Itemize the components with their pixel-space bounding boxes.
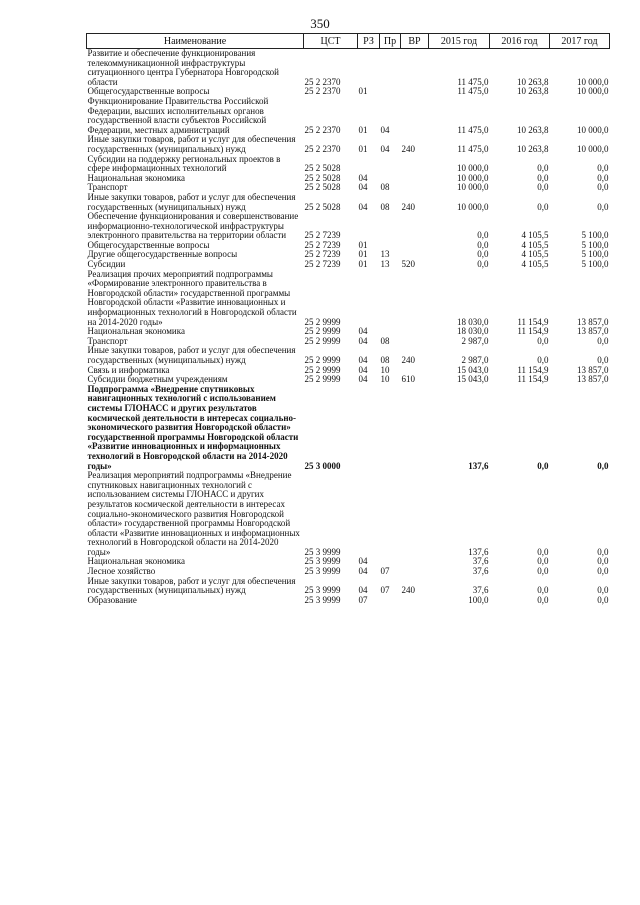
table-row xyxy=(87,212,610,241)
row-2017: 0,0 xyxy=(597,460,609,471)
row-2017: 0,0 xyxy=(597,355,609,365)
row-2016: 10 263,8 xyxy=(517,76,549,87)
row-rz: 04 xyxy=(358,201,368,212)
row-vr: 240 xyxy=(401,585,415,596)
row-name: Транспорт xyxy=(87,182,128,193)
row-2015: 15 043,0 xyxy=(457,364,489,375)
row-name: Связь и информатика xyxy=(87,364,170,375)
row-pr xyxy=(380,270,401,328)
row-vr xyxy=(401,155,429,174)
row-pr xyxy=(380,596,401,606)
row-2015: 10 000,0 xyxy=(457,201,489,212)
row-vr xyxy=(401,385,429,471)
row-rz xyxy=(358,385,380,471)
row-rz: 01 xyxy=(358,124,368,135)
row-2015: 37,6 xyxy=(472,556,489,567)
row-2016: 0,0 xyxy=(537,566,549,577)
row-name: Национальная экономика xyxy=(87,172,185,183)
row-name: Иные закупки товаров, работ и услуг для обеспечения государственных (муниципальных) нужд xyxy=(87,345,296,365)
row-2016: 0,0 xyxy=(537,355,549,365)
row-vr xyxy=(401,337,429,347)
row-vr xyxy=(401,270,429,328)
row-name: Реализация мероприятий подпрограммы «Внедрение спутниковых навигационных технологий с использованием системы ГЛОНАСС и других результатов космической деятельности в интересах социально-экономического развития Новгородской области» государственной программы Новгородской области «Развитие инновационных и информационных технологий в Новгородской области на 2014-2020 годы» xyxy=(87,470,300,557)
row-vr: 610 xyxy=(401,374,415,385)
row-pr: 13 xyxy=(380,259,390,270)
table-row xyxy=(87,385,610,471)
row-vr: 240 xyxy=(401,143,415,154)
row-2016: 4 105,5 xyxy=(521,230,549,241)
row-cst: 25 2 5028 xyxy=(304,172,341,183)
row-2017: 0,0 xyxy=(597,556,609,567)
row-2017: 0,0 xyxy=(597,335,609,346)
row-cst: 25 2 5028 xyxy=(304,201,341,212)
row-2017: 5 100,0 xyxy=(581,259,609,270)
row-vr xyxy=(401,557,429,567)
row-2016: 0,0 xyxy=(537,585,549,596)
row-2017: 0,0 xyxy=(597,201,609,212)
row-cst: 25 3 9999 xyxy=(304,594,341,605)
row-2016: 11 154,9 xyxy=(517,374,549,385)
row-vr xyxy=(401,212,429,241)
row-2015: 18 030,0 xyxy=(457,316,489,327)
row-2016: 11 154,9 xyxy=(517,326,549,337)
row-2015: 137,6 xyxy=(468,546,489,557)
row-pr xyxy=(380,471,401,557)
header-name: Наименование xyxy=(87,34,304,49)
table-body xyxy=(87,49,610,606)
row-rz: 01 xyxy=(358,259,368,270)
table-row xyxy=(87,174,610,184)
row-pr: 10 xyxy=(380,364,390,375)
row-2016: 0,0 xyxy=(537,556,549,567)
row-2015: 15 043,0 xyxy=(457,374,489,385)
row-pr: 04 xyxy=(380,143,390,154)
row-cst: 25 2 9999 xyxy=(304,335,341,346)
row-2016: 10 263,8 xyxy=(517,143,549,154)
row-name: Субсидии xyxy=(87,259,126,270)
table-header-row xyxy=(87,34,610,49)
row-2015: 0,0 xyxy=(477,230,489,241)
row-rz: 04 xyxy=(358,335,368,346)
row-name: Лесное хозяйство xyxy=(87,566,156,577)
row-2017: 0,0 xyxy=(597,182,609,193)
header-cst: ЦСТ xyxy=(304,34,358,49)
row-rz: 01 xyxy=(358,86,368,97)
row-pr: 08 xyxy=(380,355,390,365)
row-name: Иные закупки товаров, работ и услуг для обеспечения государственных (муниципальных) нужд xyxy=(87,191,296,212)
row-2017: 13 857,0 xyxy=(577,364,609,375)
row-pr xyxy=(380,49,401,88)
row-2017: 0,0 xyxy=(597,172,609,183)
row-name: Функционирование Правительства Российской Федерации, высших исполнительных органов государственной власти субъектов Российской Федерации, местных администраций xyxy=(87,95,269,135)
row-pr xyxy=(380,385,401,471)
row-cst: 25 2 5028 xyxy=(304,182,341,193)
row-2015: 0,0 xyxy=(477,249,489,260)
row-rz: 04 xyxy=(358,355,368,365)
row-rz: 01 xyxy=(358,239,368,250)
row-name: Обеспечение функционирования и совершенствование информационно-технологической инфраструктуры электронного правительства на территории области xyxy=(87,211,299,241)
header-2017: 2017 год xyxy=(550,34,610,49)
row-2017: 5 100,0 xyxy=(581,230,609,241)
row-2015: 10 000,0 xyxy=(457,172,489,183)
row-rz: 01 xyxy=(358,143,368,154)
row-2015: 11 475,0 xyxy=(457,76,489,87)
header-rz: РЗ xyxy=(358,34,380,49)
row-rz: 04 xyxy=(358,364,368,375)
row-rz: 04 xyxy=(358,566,368,577)
row-name: Образование xyxy=(87,594,137,605)
row-2016: 10 263,8 xyxy=(517,124,549,135)
row-vr xyxy=(401,49,429,88)
row-pr: 08 xyxy=(380,201,390,212)
row-vr xyxy=(401,567,429,577)
row-cst: 25 2 2370 xyxy=(304,86,341,97)
row-vr xyxy=(401,87,429,97)
row-2016: 11 154,9 xyxy=(517,364,549,375)
table-row xyxy=(87,346,610,365)
row-rz: 04 xyxy=(358,556,368,567)
row-pr: 08 xyxy=(380,335,390,346)
row-rz: 01 xyxy=(358,249,368,260)
row-pr: 07 xyxy=(380,566,390,577)
table-row xyxy=(87,557,610,567)
row-2017: 13 857,0 xyxy=(577,316,609,327)
row-pr: 10 xyxy=(380,374,390,385)
page-number: 350 xyxy=(310,16,330,31)
row-cst: 25 2 7239 xyxy=(304,249,341,260)
table-row xyxy=(87,155,610,174)
row-cst: 25 2 9999 xyxy=(304,326,341,337)
row-2016: 0,0 xyxy=(537,460,549,471)
row-2016: 10 263,8 xyxy=(517,86,549,97)
row-rz xyxy=(358,212,380,241)
row-rz: 04 xyxy=(358,172,368,183)
row-2015: 18 030,0 xyxy=(457,326,489,337)
row-vr xyxy=(401,241,429,251)
row-rz xyxy=(358,270,380,328)
header-vr: ВР xyxy=(401,34,429,49)
row-pr: 13 xyxy=(380,249,390,260)
row-vr xyxy=(401,183,429,193)
row-pr xyxy=(380,155,401,174)
row-name: Подпрограмма «Внедрение спутниковых навигационных технологий с использованием системы ГЛОНАСС и других результатов космической деятельности в интересах социально-экономического развития Новгородской области» государственной программы Новгородской области «Развитие инновационных и информационных технологий в Новгородской области на 2014-2020 годы» xyxy=(87,383,299,471)
row-vr xyxy=(401,97,429,135)
row-2015: 137,6 xyxy=(468,460,489,471)
row-2015: 11 475,0 xyxy=(457,86,489,97)
row-pr: 08 xyxy=(380,182,390,193)
header-2016: 2016 год xyxy=(490,34,550,49)
row-name: Другие общегосударственные вопросы xyxy=(87,249,238,260)
row-cst: 25 2 5028 xyxy=(304,163,341,174)
row-cst: 25 3 0000 xyxy=(304,460,341,471)
row-2015: 10 000,0 xyxy=(457,163,489,174)
row-pr: 07 xyxy=(380,585,390,596)
row-2015: 0,0 xyxy=(477,239,489,250)
row-rz: 04 xyxy=(358,374,368,385)
row-name: Транспорт xyxy=(87,335,128,346)
table-row xyxy=(87,270,610,328)
row-cst: 25 2 7239 xyxy=(304,259,341,270)
row-name: Иные закупки товаров, работ и услуг для обеспечения государственных (муниципальных) нужд xyxy=(87,575,296,596)
table-row xyxy=(87,49,610,88)
row-pr xyxy=(380,212,401,241)
row-cst: 25 3 9999 xyxy=(304,566,341,577)
row-cst: 25 2 2370 xyxy=(304,143,341,154)
row-rz: 04 xyxy=(358,326,368,337)
row-cst: 25 2 9999 xyxy=(304,316,341,327)
row-2017: 13 857,0 xyxy=(577,326,609,337)
row-rz xyxy=(358,471,380,557)
row-2017: 0,0 xyxy=(597,163,609,174)
row-2017: 0,0 xyxy=(597,594,609,605)
row-2016: 0,0 xyxy=(537,172,549,183)
row-2016: 4 105,5 xyxy=(521,259,549,270)
row-2015: 2 987,0 xyxy=(461,335,489,346)
row-cst: 25 3 9999 xyxy=(304,556,341,567)
row-cst: 25 3 9999 xyxy=(304,546,341,557)
row-2017: 0,0 xyxy=(597,566,609,577)
row-2015: 0,0 xyxy=(477,259,489,270)
row-cst: 25 2 9999 xyxy=(304,364,341,375)
row-cst: 25 2 7239 xyxy=(304,230,341,241)
row-vr: 240 xyxy=(401,355,415,365)
row-cst: 25 2 9999 xyxy=(304,355,341,365)
row-name: Развитие и обеспечение функционирования телекоммуникационной инфраструктуры ситуационного центра Губернатора Новгородской области xyxy=(87,48,279,87)
row-vr xyxy=(401,596,429,606)
row-rz xyxy=(358,155,380,174)
row-2015: 37,6 xyxy=(472,566,489,577)
row-name: Общегосударственные вопросы xyxy=(87,239,210,250)
row-2017: 13 857,0 xyxy=(577,374,609,385)
row-cst: 25 2 2370 xyxy=(304,124,341,135)
header-2015: 2015 год xyxy=(429,34,490,49)
row-rz xyxy=(358,49,380,88)
row-rz: 07 xyxy=(358,594,368,605)
row-name: Иные закупки товаров, работ и услуг для обеспечения государственных (муниципальных) нужд xyxy=(87,134,296,154)
row-2016: 4 105,5 xyxy=(521,249,549,260)
row-vr: 520 xyxy=(401,259,415,270)
row-2015: 2 987,0 xyxy=(461,355,489,365)
row-2017: 5 100,0 xyxy=(581,239,609,250)
row-pr: 04 xyxy=(380,124,390,135)
row-2016: 0,0 xyxy=(537,594,549,605)
row-name: Национальная экономика xyxy=(87,556,185,567)
row-cst: 25 2 9999 xyxy=(304,374,341,385)
table-row xyxy=(87,97,610,135)
row-2015: 11 475,0 xyxy=(457,143,489,154)
table-row xyxy=(87,596,610,606)
row-2017: 0,0 xyxy=(597,585,609,596)
table-row xyxy=(87,471,610,557)
row-2016: 0,0 xyxy=(537,335,549,346)
row-name: Субсидии бюджетным учреждениям xyxy=(87,374,228,385)
row-2015: 11 475,0 xyxy=(457,124,489,135)
row-vr: 240 xyxy=(401,201,415,212)
row-vr xyxy=(401,174,429,184)
row-2016: 4 105,5 xyxy=(521,239,549,250)
row-2015: 100,0 xyxy=(468,594,489,605)
row-pr xyxy=(380,87,401,97)
row-name: Общегосударственные вопросы xyxy=(87,86,210,97)
row-2016: 0,0 xyxy=(537,201,549,212)
row-2016: 0,0 xyxy=(537,546,549,557)
row-vr xyxy=(401,327,429,337)
row-2017: 10 000,0 xyxy=(577,76,609,87)
table-row xyxy=(87,327,610,337)
table-row xyxy=(87,193,610,212)
row-2017: 10 000,0 xyxy=(577,143,609,154)
row-name: Субсидии на поддержку региональных проектов в сфере информационных технологий xyxy=(87,153,281,174)
row-2015: 37,6 xyxy=(472,585,489,596)
row-2017: 0,0 xyxy=(597,546,609,557)
row-rz: 04 xyxy=(358,585,368,596)
row-cst: 25 3 9999 xyxy=(304,585,341,596)
budget-table xyxy=(86,33,610,605)
table-row xyxy=(87,135,610,154)
row-2017: 10 000,0 xyxy=(577,124,609,135)
row-2015: 10 000,0 xyxy=(457,182,489,193)
header-pr: Пр xyxy=(380,34,401,49)
row-2016: 11 154,9 xyxy=(517,316,549,327)
row-name: Реализация прочих мероприятий подпрограммы «Формирование электронного правительства в Новгородской области» государственной программы Новгородской области «Развитие инновационных и информационных технологий в Новгородской области на 2014-2020 годы» xyxy=(87,268,297,327)
row-2017: 10 000,0 xyxy=(577,86,609,97)
row-2016: 0,0 xyxy=(537,163,549,174)
row-cst: 25 2 7239 xyxy=(304,239,341,250)
row-cst: 25 2 2370 xyxy=(304,76,341,87)
row-2017: 5 100,0 xyxy=(581,249,609,260)
row-name: Национальная экономика xyxy=(87,326,185,337)
row-rz: 04 xyxy=(358,182,368,193)
table-row xyxy=(87,577,610,596)
row-2016: 0,0 xyxy=(537,182,549,193)
row-vr xyxy=(401,471,429,557)
